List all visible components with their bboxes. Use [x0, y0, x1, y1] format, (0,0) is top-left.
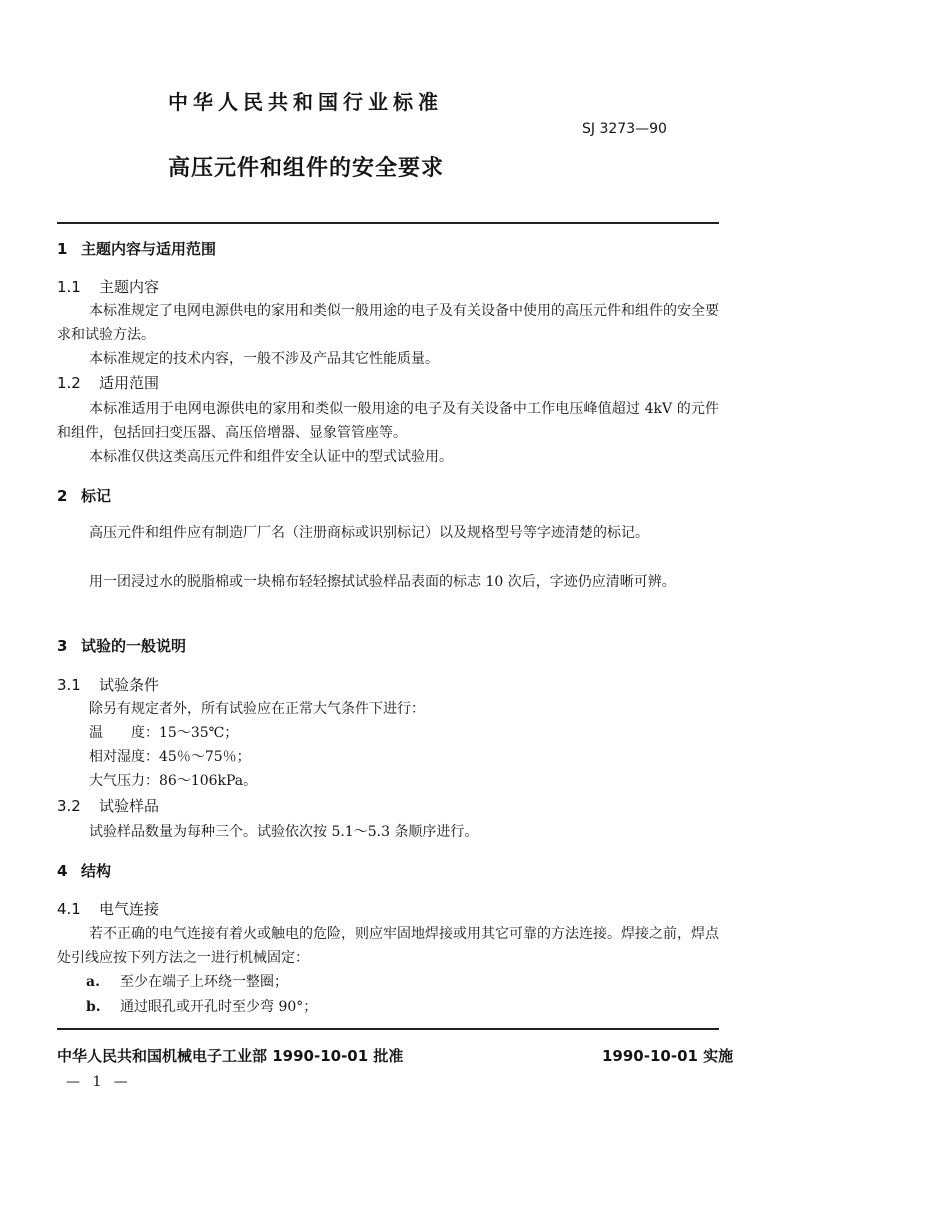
approval-line: 中华人民共和国机械电子工业部 1990-10-01 批准	[57, 1047, 404, 1065]
condition-humidity: 相对湿度：45％～75％；	[89, 749, 251, 765]
footer-divider	[57, 1028, 719, 1030]
subsection-3-2-heading	[57, 795, 159, 816]
paragraph: 本标准适用于电网电源供电的家用和类似一般用途的电子及有关设备中工作电压峰值超过 4kV 的元件和组件，包括回扫变压器、高压倍增器、显象管管座等。	[57, 401, 719, 441]
page-number: — 1 —	[66, 1074, 132, 1090]
section-number: 3	[57, 637, 68, 655]
header-divider	[57, 222, 719, 224]
list-item-b	[86, 995, 317, 1019]
paragraph: 本标准仅供这类高压元件和组件安全认证中的型式试验用。	[89, 449, 453, 465]
subsection-3-1-heading	[57, 674, 159, 695]
section-number: 4	[57, 862, 68, 880]
subsection-number: 1.2	[57, 374, 81, 392]
implementation-date: 1990-10-01 实施	[602, 1047, 734, 1065]
list-item-label: a.	[86, 974, 100, 990]
industry-standard-heading: 中华人民共和国行业标准	[168, 90, 443, 114]
condition-temperature: 温 度：15～35℃；	[89, 725, 239, 741]
subsection-title: 试验条件	[99, 676, 160, 694]
section-2-heading	[57, 485, 111, 506]
paragraph: 用一团浸过水的脱脂棉或一块棉布轻轻擦拭试验样品表面的标志 10 次后，字迹仍应清晰可辨。	[89, 574, 676, 590]
list-item-label: b.	[86, 999, 101, 1015]
paragraph: 本标准规定的技术内容，一般不涉及产品其它性能质量。	[89, 351, 439, 367]
subsection-number: 4.1	[57, 900, 81, 918]
subsection-4-1-heading	[57, 898, 159, 919]
section-3-heading	[57, 635, 186, 656]
section-4-heading	[57, 860, 111, 881]
section-number: 2	[57, 487, 68, 505]
subsection-number: 3.2	[57, 797, 81, 815]
section-number: 1	[57, 240, 68, 258]
subsection-title: 电气连接	[99, 900, 160, 918]
subsection-number: 3.1	[57, 676, 81, 694]
subsection-number: 1.1	[57, 278, 81, 296]
subsection-title: 适用范围	[99, 374, 160, 392]
section-title: 主题内容与适用范围	[81, 240, 217, 258]
paragraph: 本标准规定了电网电源供电的家用和类似一般用途的电子及有关设备中使用的高压元件和组件的安全要求和试验方法。	[57, 303, 719, 343]
condition-pressure: 大气压力：86～106kPa。	[89, 773, 258, 789]
subsection-title: 主题内容	[99, 278, 160, 296]
subsection-title: 试验样品	[99, 797, 160, 815]
conditions-intro: 除另有规定者外，所有试验应在正常大气条件下进行：	[89, 701, 425, 717]
standard-number: SJ 3273—90	[582, 121, 667, 137]
section-title: 标记	[81, 487, 112, 505]
document-title: 高压元件和组件的安全要求	[168, 156, 445, 181]
paragraph: 高压元件和组件应有制造厂厂名（注册商标或识别标记）以及规格型号等字迹清楚的标记。	[89, 525, 649, 541]
list-item-text: 至少在端子上环绕一整圈；	[120, 974, 288, 990]
section-title: 结构	[81, 862, 112, 880]
paragraph: 若不正确的电气连接有着火或触电的危险，则应牢固地焊接或用其它可靠的方法连接。焊接之前，焊点处引线应按下列方法之一进行机械固定：	[57, 926, 719, 966]
section-title: 试验的一般说明	[81, 637, 187, 655]
list-item-text: 通过眼孔或开孔时至少弯 90°；	[120, 999, 318, 1015]
subsection-1-1-heading	[57, 276, 159, 297]
subsection-1-2-heading	[57, 372, 159, 393]
section-1-heading	[57, 238, 216, 259]
list-item-a	[86, 970, 288, 994]
paragraph: 试验样品数量为每种三个。试验依次按 5.1～5.3 条顺序进行。	[89, 824, 479, 840]
